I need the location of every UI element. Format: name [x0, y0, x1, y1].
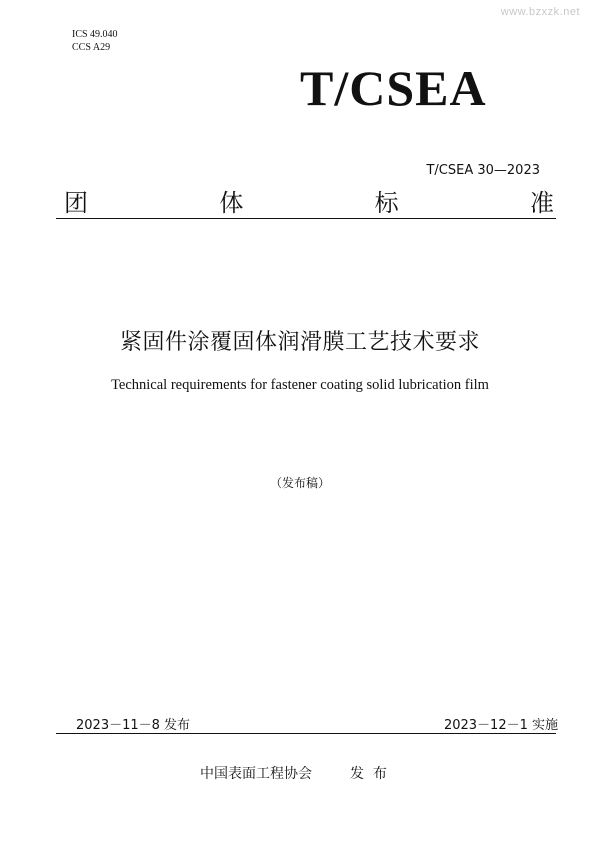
issue-date: 2023－11－8 发布	[76, 718, 191, 733]
standard-type-char: 体	[219, 189, 244, 217]
publisher-name: 中国表面工程协会	[200, 766, 312, 782]
ccs-code: CCS A29	[72, 42, 111, 53]
standard-type-char: 准	[529, 189, 554, 217]
publish-action: 发 布	[350, 766, 387, 782]
title-english: Technical requirements for fastener coating solid lubrication film	[111, 377, 489, 393]
draft-status: （发布稿）	[269, 476, 330, 490]
footer-divider	[56, 733, 556, 734]
publisher-line	[200, 763, 387, 783]
implementation-date: 2023－12－1 实施	[443, 718, 558, 733]
standard-type-char: 标	[374, 189, 399, 217]
classification-codes	[72, 28, 118, 54]
date-row	[76, 714, 558, 733]
header-divider	[56, 218, 556, 219]
standard-type-char: 团	[64, 189, 88, 217]
ics-code: ICS 49.040	[72, 29, 118, 40]
standard-number: T/CSEA 30—2023	[426, 163, 540, 178]
standard-type	[64, 188, 554, 218]
watermark: www.bzxzk.net	[500, 6, 580, 18]
title-chinese: 紧固件涂覆固体润滑膜工艺技术要求	[119, 330, 480, 355]
standard-logo: T/CSEA	[300, 60, 487, 116]
